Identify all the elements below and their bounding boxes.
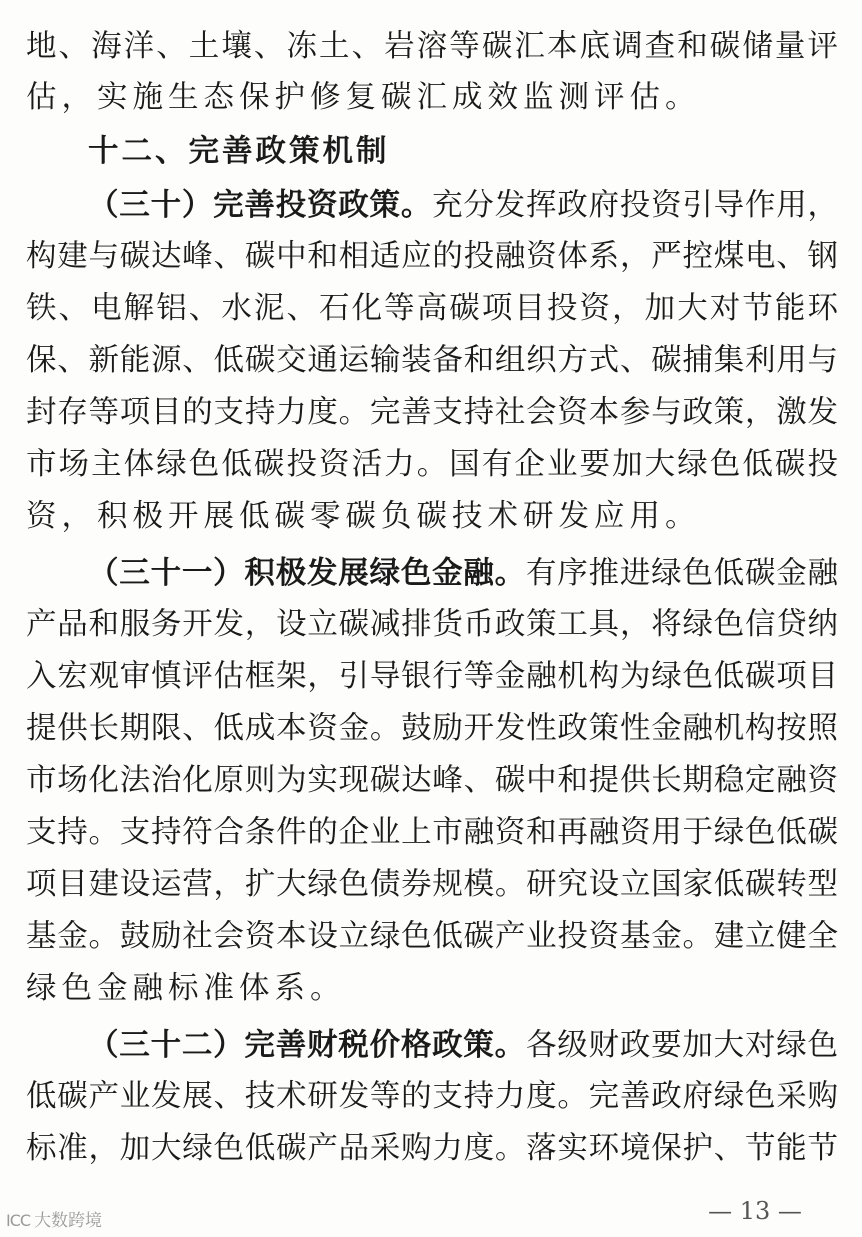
watermark-label: 大数跨境	[34, 1211, 103, 1231]
body-text-line: 提供长期限、低成本资金。鼓励开发性政策性金融机构按照	[26, 711, 838, 746]
paragraph-32-first-line	[88, 1025, 838, 1065]
body-text-line: 低碳产业发展、技术研发等的支持力度。完善政府绿色采购	[26, 1079, 838, 1114]
section-heading: 十二、完善政策机制	[88, 133, 390, 169]
body-text-line: 绿色金融标准体系。	[26, 971, 346, 1006]
body-text-line: 封存等项目的支持力度。完善支持社会资本参与政策，激发	[26, 395, 838, 430]
body-text-line: 铁、电解铝、水泥、石化等高碳项目投资，加大对节能环	[26, 291, 838, 326]
body-text-line: 产品和服务开发，设立碳减排货币政策工具，将绿色信贷纳	[26, 607, 838, 642]
paragraph-32-heading: （三十二）完善财税价格政策。	[88, 1027, 526, 1063]
paragraph-30-first-line	[88, 185, 838, 225]
body-text-line: 项目建设运营，扩大绿色债券规模。研究设立国家低碳转型	[26, 867, 838, 902]
paragraph-32-text: 各级财政要加大对绿色	[525, 1028, 839, 1063]
paragraph-30-heading: （三十）完善投资政策。	[88, 187, 433, 223]
paragraph-31-heading: （三十一）积极发展绿色金融。	[88, 555, 526, 591]
body-text-line: 市场主体绿色低碳投资活力。国有企业要加大绿色低碳投	[26, 447, 838, 482]
body-text-line: 市场化法治化原则为实现碳达峰、碳中和提供长期稳定融资	[26, 763, 838, 798]
body-text-line: 地、海洋、土壤、冻土、岩溶等碳汇本底调查和碳储量评	[26, 29, 838, 64]
paragraph-31-first-line	[88, 553, 838, 593]
body-text-line: 资，积极开展低碳零碳负碳技术研发应用。	[26, 499, 701, 534]
paragraph-31-text: 有序推进绿色低碳金融	[525, 556, 839, 591]
watermark-logo-icon: ICC	[6, 1211, 31, 1230]
body-text-line: 基金。鼓励社会资本设立绿色低碳产业投资基金。建立健全	[26, 919, 838, 954]
body-text-line: 标准，加大绿色低碳产品采购力度。落实环境保护、节能节	[26, 1131, 838, 1166]
body-text-line: 入宏观审慎评估框架，引导银行等金融机构为绿色低碳项目	[26, 659, 838, 694]
body-text-line: 估，实施生态保护修复碳汇成效监测评估。	[26, 80, 701, 115]
page-number: — 13 —	[708, 1197, 802, 1225]
paragraph-30-text: 充分发挥政府投资引导作用，	[432, 188, 838, 223]
watermark	[6, 1209, 102, 1233]
body-text-line: 保、新能源、低碳交通运输装备和组织方式、碳捕集利用与	[26, 343, 838, 378]
body-text-line: 支持。支持符合条件的企业上市融资和再融资用于绿色低碳	[26, 815, 838, 850]
body-text-line: 构建与碳达峰、碳中和相适应的投融资体系，严控煤电、钢	[26, 239, 838, 274]
